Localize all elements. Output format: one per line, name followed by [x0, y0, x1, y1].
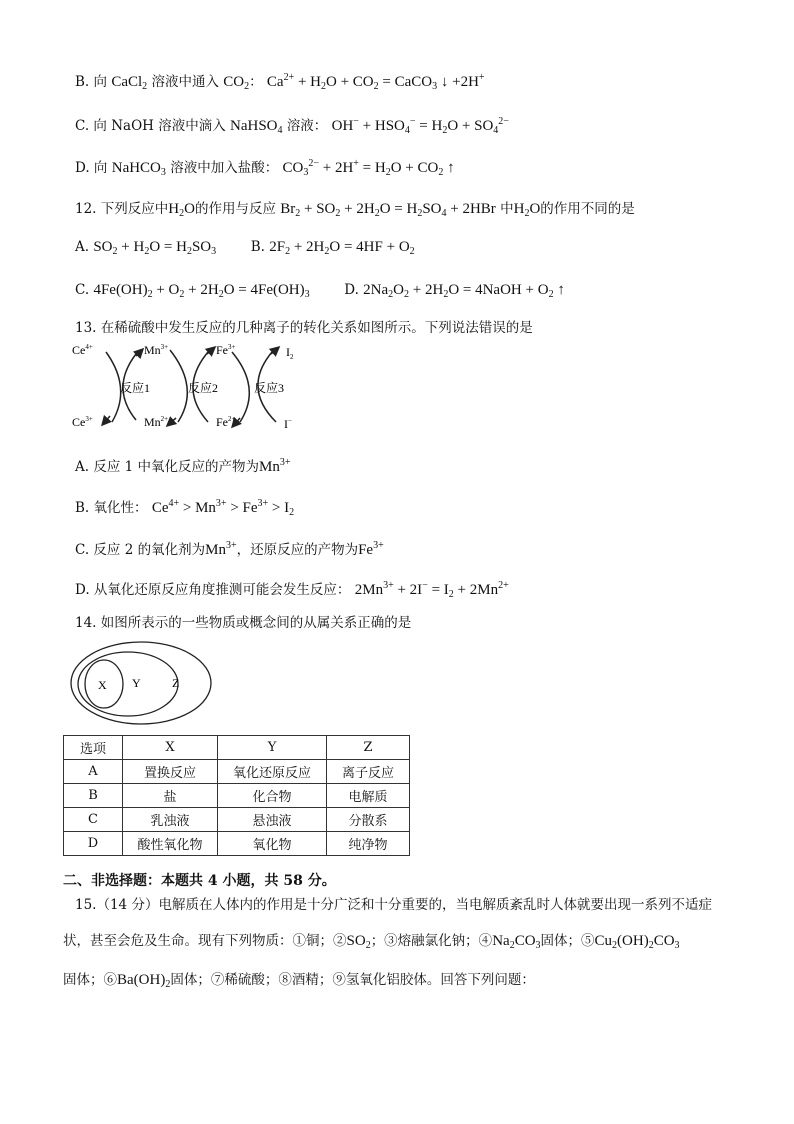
q13-b-text: B. 氧化性：: [75, 500, 148, 516]
reaction1-label: 反应1: [120, 381, 151, 395]
q15-line-1: 15.（14 分）电解质在人体内的作用是十分广泛和十分重要的，当电解质紊乱时人体就要出现一系列不适症: [75, 897, 712, 913]
formula: $Ba(OH)_2$: [117, 972, 171, 990]
reaction1-left-arc: [106, 352, 121, 422]
formula: $Mn^{3+}$: [259, 457, 291, 475]
table-row: [64, 808, 410, 832]
table-header: Z: [327, 736, 410, 760]
q13-option-a: [75, 455, 291, 476]
equation: $4Fe(OH)_2 + O_2 + 2H_2O = 4Fe(OH)_3$: [93, 282, 310, 300]
ion-i2: $I_2$: [286, 345, 294, 361]
q13-a-text: A. 反应 1 中氧化反应的产物为: [75, 459, 260, 475]
q11-option-c: [75, 114, 509, 136]
table-cell: C: [64, 808, 123, 832]
q12-options-cd: [75, 282, 565, 300]
table-header: 选项: [64, 736, 123, 760]
reaction2-left-arc: [170, 350, 187, 422]
q12-stem-a: 12. 下列反应中: [75, 201, 169, 217]
table-row: [64, 832, 410, 856]
equation: $2Mn^{3+} + 2I^- = I_2 + 2Mn^{2+}$: [354, 580, 509, 600]
q12-c-label: C.: [75, 282, 90, 298]
table-cell: 乳浊液: [123, 808, 218, 832]
q13-option-d: [75, 578, 509, 600]
table-cell: B: [64, 784, 123, 808]
table-cell: 离子反应: [327, 760, 410, 784]
ellipse-z: [71, 642, 211, 724]
q11-c-label: C. 向 NaOH 溶液中滴入: [75, 118, 226, 134]
table-cell: 盐: [123, 784, 218, 808]
reaction3-left-arc: [232, 352, 249, 422]
formula: $SO_2$: [346, 933, 371, 951]
q12-stem-b: 的作用与反应: [194, 201, 276, 217]
ellipse-y: [78, 652, 178, 716]
formula: NaHSO$_4$: [230, 118, 283, 136]
q11-d-text: 溶液中加入盐酸：: [170, 160, 279, 176]
ion-mn3: $Mn^{3+}$: [144, 343, 169, 357]
equation: $2Na_2O_2 + 2H_2O$ = 4NaOH + $O_2$ ↑: [363, 282, 565, 300]
q13-option-b: [75, 496, 294, 518]
q13-d-text: D. 从氧化还原反应角度推测可能会发生反应：: [75, 582, 351, 598]
table-header: Y: [218, 736, 327, 760]
equation: $Ca^{2+} + H_2O + CO_2$ = CaCO$_3$ ↓ +2H+: [266, 72, 485, 92]
formula: $CO_2$: [223, 74, 250, 92]
formula: $Na_2CO_3$: [492, 933, 541, 951]
table-cell: 悬浊液: [218, 808, 327, 832]
table-cell: 置换反应: [123, 760, 218, 784]
formula: CaCl$_2$: [111, 74, 148, 92]
section-heading: 二、非选择题：本题共 4 小题，共 58 分。: [63, 873, 336, 889]
q12-a-label: A.: [75, 239, 90, 255]
formula: $Cu_2(OH)_2CO_3$: [594, 933, 680, 951]
q15-line-3: [63, 968, 535, 990]
q12-stem: [75, 197, 635, 219]
ion-ce3: $Ce^{3+}$: [72, 415, 93, 429]
ion-fe2: $Fe^{2+}$: [216, 415, 236, 429]
reaction2-label: 反应2: [188, 381, 219, 395]
table-header: X: [123, 736, 218, 760]
q14-stem: 14. 如图所表示的一些物质或概念间的从属关系正确的是: [75, 615, 412, 631]
table-cell: 氧化还原反应: [218, 760, 327, 784]
options-table: [63, 735, 410, 856]
ion-fe3: $Fe^{3+}$: [216, 343, 236, 357]
q15-text-c: 固体；⑤: [540, 933, 595, 949]
q11-b-text: 溶液中通入: [151, 74, 219, 90]
q15-text-d: 固体；⑥: [63, 972, 117, 988]
q13-c-text-a: C. 反应 2 的氧化剂为: [75, 542, 206, 558]
q12-stem-d: 的作用不同的是: [540, 201, 635, 217]
table-cell: 电解质: [327, 784, 410, 808]
table-cell: 分散系: [327, 808, 410, 832]
venn-label-x: X: [98, 678, 107, 692]
formula: NaHCO$_3$: [111, 160, 166, 178]
reaction3-label: 反应3: [254, 381, 285, 395]
q11-b-colon: ：: [249, 74, 263, 90]
table-cell: D: [64, 832, 123, 856]
q12-stem-c: 中: [500, 201, 514, 217]
table-cell: 纯净物: [327, 832, 410, 856]
venn-label-z: Z: [172, 676, 180, 690]
equation: $2F_2 + 2H_2O = 4HF + O_2$: [269, 239, 415, 257]
ion-ce4: $Ce^{4+}$: [72, 343, 93, 357]
ion-mn2: $Mn^{2+}$: [144, 415, 169, 429]
q11-c-text: 溶液：: [286, 118, 328, 134]
q12-options-ab: [75, 239, 415, 257]
table-cell: A: [64, 760, 123, 784]
venn-label-y: Y: [132, 676, 141, 690]
equation: $CO_3^{2-} + 2H^+ = H_2O + CO_2$ ↑: [282, 158, 455, 178]
inequality: $Ce^{4+} > Mn^{3+} > Fe^{3+} > I_2$: [151, 498, 295, 518]
formula: $Fe^{3+}$: [358, 540, 384, 558]
q13-option-c: [75, 538, 384, 559]
table-cell: 氧化物: [218, 832, 327, 856]
table-header-row: [64, 736, 410, 760]
q11-option-b: [75, 70, 485, 92]
q15-text-a: 状，甚至会危及生命。现有下列物质：①铜；②: [63, 933, 347, 949]
q12-d-label: D.: [344, 282, 359, 298]
table-row: [64, 760, 410, 784]
table-cell: 化合物: [218, 784, 327, 808]
table-row: [64, 784, 410, 808]
ion-i-minus: I−: [284, 417, 292, 431]
q13-stem: 13. 在稀硫酸中发生反应的几种离子的转化关系如图所示。下列说法错误的是: [75, 320, 533, 336]
q15-text-b: ；③熔融氯化钠；④: [370, 933, 493, 949]
q11-d-label: D. 向: [75, 160, 108, 176]
q15-text-e: 固体；⑦稀硫酸；⑧酒精；⑨氢氧化铝胶体。回答下列问题：: [170, 972, 535, 988]
table-cell: 酸性氧化物: [123, 832, 218, 856]
equation: $Br_2 + SO_2 + 2H_2O = H_2SO_4 + 2HBr$: [280, 201, 496, 219]
q12-b-label: B.: [250, 239, 265, 255]
equation: $SO_2 + H_2O = H_2SO_3$: [93, 239, 217, 257]
formula: $Mn^{3+}$: [205, 540, 237, 558]
equation: $OH^- + HSO_4^- = H_2O + SO_4^{2-}$: [331, 116, 509, 136]
venn-diagram: [68, 638, 218, 728]
q11-option-d: [75, 156, 455, 178]
formula: $H_2O$: [168, 201, 195, 219]
formula: $H_2O$: [513, 201, 541, 219]
q11-b-label: B. 向: [75, 74, 108, 90]
q13-c-text-b: ，还原反应的产物为: [236, 542, 359, 558]
q15-line-2: [63, 929, 680, 951]
ion-conversion-diagram: [70, 340, 320, 432]
